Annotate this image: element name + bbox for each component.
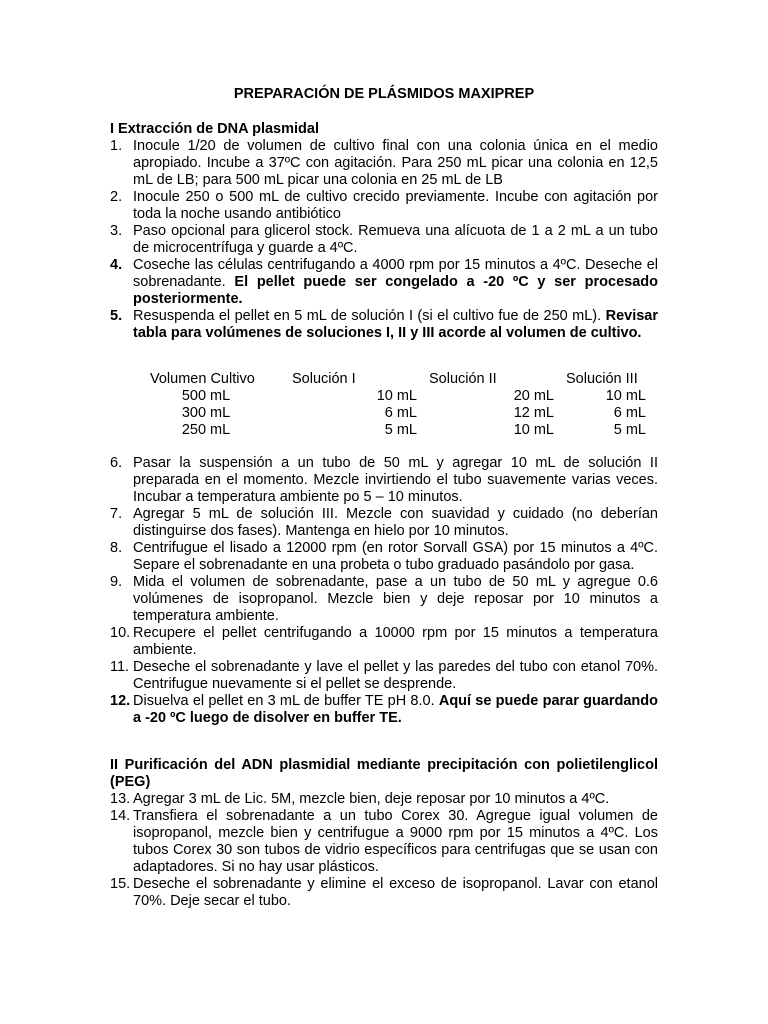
step-text: Deseche el sobrenadante y elimine el exceso de isopropanol. Lavar con etanol 70%. Deje secar el tubo. — [133, 876, 658, 909]
step-item — [110, 223, 658, 257]
step-item — [110, 693, 658, 727]
step-number: 10. — [110, 625, 131, 641]
table-header: Solución II — [429, 371, 497, 387]
table-row — [150, 422, 658, 439]
step-number: 9. — [110, 574, 123, 590]
page-title: PREPARACIÓN DE PLÁSMIDOS MAXIPREP — [233, 86, 535, 102]
step-number: 3. — [110, 223, 123, 239]
step-number: 15. — [110, 876, 131, 892]
step-number: 12. — [110, 693, 131, 709]
step-item — [110, 308, 658, 342]
step-text: Disuelva el pellet en 3 mL de buffer TE pH 8.0. — [133, 693, 439, 709]
step-number: 6. — [110, 455, 123, 471]
step-text: Inocule 250 o 500 mL de cultivo crecido previamente. Incube con agitación por toda la noche usando antibiótico — [133, 189, 658, 222]
table-header: Volumen Cultivo — [150, 371, 255, 387]
step-item — [110, 506, 658, 540]
section-2-heading: II Purificación del ADN plasmidial mediante precipitación con polietilenglicol (PEG) — [110, 757, 658, 790]
table-cell: 6 mL — [613, 405, 646, 421]
table-header: Solución I — [292, 371, 356, 387]
table-cell: 250 mL — [181, 422, 231, 438]
step-text: Agregar 5 mL de solución III. Mezcle con suavidad y cuidado (no deberían distinguirse dos fases). Mantenga en hielo por 10 minutos. — [133, 506, 658, 539]
table-header-row — [150, 371, 658, 388]
table-cell: 10 mL — [513, 422, 554, 438]
step-item — [110, 808, 658, 876]
step-item — [110, 791, 658, 808]
step-item — [110, 625, 658, 659]
step-item — [110, 574, 658, 625]
step-number: 4. — [110, 257, 123, 273]
step-number: 8. — [110, 540, 123, 556]
step-bold-text: El pellet puede ser congelado a -20 ºC y ser procesado posteriormente. — [133, 274, 658, 307]
table-cell: 500 mL — [181, 388, 231, 404]
step-item — [110, 540, 658, 574]
step-text: Deseche el sobrenadante y lave el pellet y las paredes del tubo con etanol 70%. Centrifugue nuevamente si el pellet se desprende. — [133, 659, 658, 692]
step-item — [110, 659, 658, 693]
steps-list-2 — [110, 455, 658, 727]
step-number: 5. — [110, 308, 123, 324]
solutions-table — [150, 371, 658, 439]
step-number: 11. — [110, 659, 130, 675]
step-text: Transfiera el sobrenadante a un tubo Corex 30. Agregue igual volumen de isopropanol, mezcle bien y centrifugue a 9000 rpm por 15 minutos a 4ºC. Los tubos Corex 30 son tubos de vidrio específicos para centrifugas que se usan con adaptadores. Si no hay usar plásticos. — [133, 808, 658, 875]
table-cell: 300 mL — [181, 405, 231, 421]
step-text: Mida el volumen de sobrenadante, pase a un tubo de 50 mL y agregue 0.6 volúmenes de isopropanol. Mezcle bien y deje reposar por 10 minutos a temperatura ambiente. — [133, 574, 658, 624]
table-row — [150, 405, 658, 422]
step-text: Resuspenda el pellet en 5 mL de solución I (si el cultivo fue de 250 mL). — [133, 308, 606, 324]
step-item — [110, 138, 658, 189]
table-cell: 6 mL — [384, 405, 417, 421]
table-cell: 5 mL — [384, 422, 417, 438]
step-text: Pasar la suspensión a un tubo de 50 mL y agregar 10 mL de solución II preparada en el momento. Mezcle invirtiendo el tubo suavemente varias veces. Incubar a temperatura ambiente po 5 – 10 minutos. — [133, 455, 658, 505]
step-number: 1. — [110, 138, 123, 154]
step-item — [110, 257, 658, 308]
step-text: Centrifugue el lisado a 12000 rpm (en rotor Sorvall GSA) por 15 minutos a 4ºC. Separe el sobrenadante en una probeta o tubo graduado pasándolo por gasa. — [133, 540, 658, 573]
step-bold-text: Revisar tabla para volúmenes de soluciones I, II y III acorde al volumen de cultivo. — [133, 308, 658, 341]
table-cell: 20 mL — [513, 388, 554, 404]
step-bold-text: Aquí se puede parar guardando a -20 ºC luego de disolver en buffer TE. — [133, 693, 658, 726]
table-cell: 10 mL — [605, 388, 646, 404]
step-text: Recupere el pellet centrifugando a 10000 rpm por 15 minutos a temperatura ambiente. — [133, 625, 658, 658]
steps-list-3 — [110, 791, 658, 910]
step-item — [110, 455, 658, 506]
table-cell: 12 mL — [513, 405, 554, 421]
step-text: Inocule 1/20 de volumen de cultivo final con una colonia única en el medio apropiado. Incube a 37ºC con agitación. Para 250 mL picar una colonia en 12,5 mL de LB; para 500 mL picar una colonia en 25 mL de LB — [133, 138, 658, 188]
step-number: 7. — [110, 506, 123, 522]
step-item — [110, 876, 658, 910]
section-1-heading: I Extracción de DNA plasmidal — [110, 121, 319, 137]
step-text: Paso opcional para glicerol stock. Remueva una alícuota de 1 a 2 mL a un tubo de microcentrífuga y guarde a 4ºC. — [133, 223, 658, 256]
table-header: Solución III — [566, 371, 638, 387]
step-number: 2. — [110, 189, 123, 205]
table-cell: 5 mL — [613, 422, 646, 438]
table-cell: 10 mL — [376, 388, 417, 404]
step-item — [110, 189, 658, 223]
step-text: Coseche las células centrifugando a 4000 rpm por 15 minutos a 4ºC. Deseche el sobrenadante. — [133, 257, 658, 290]
step-text: Agregar 3 mL de Lic. 5M, mezcle bien, deje reposar por 10 minutos a 4ºC. — [133, 791, 610, 807]
table-row — [150, 388, 658, 405]
step-number: 14. — [110, 808, 131, 824]
steps-list-1 — [110, 138, 658, 342]
step-number: 13. — [110, 791, 131, 807]
